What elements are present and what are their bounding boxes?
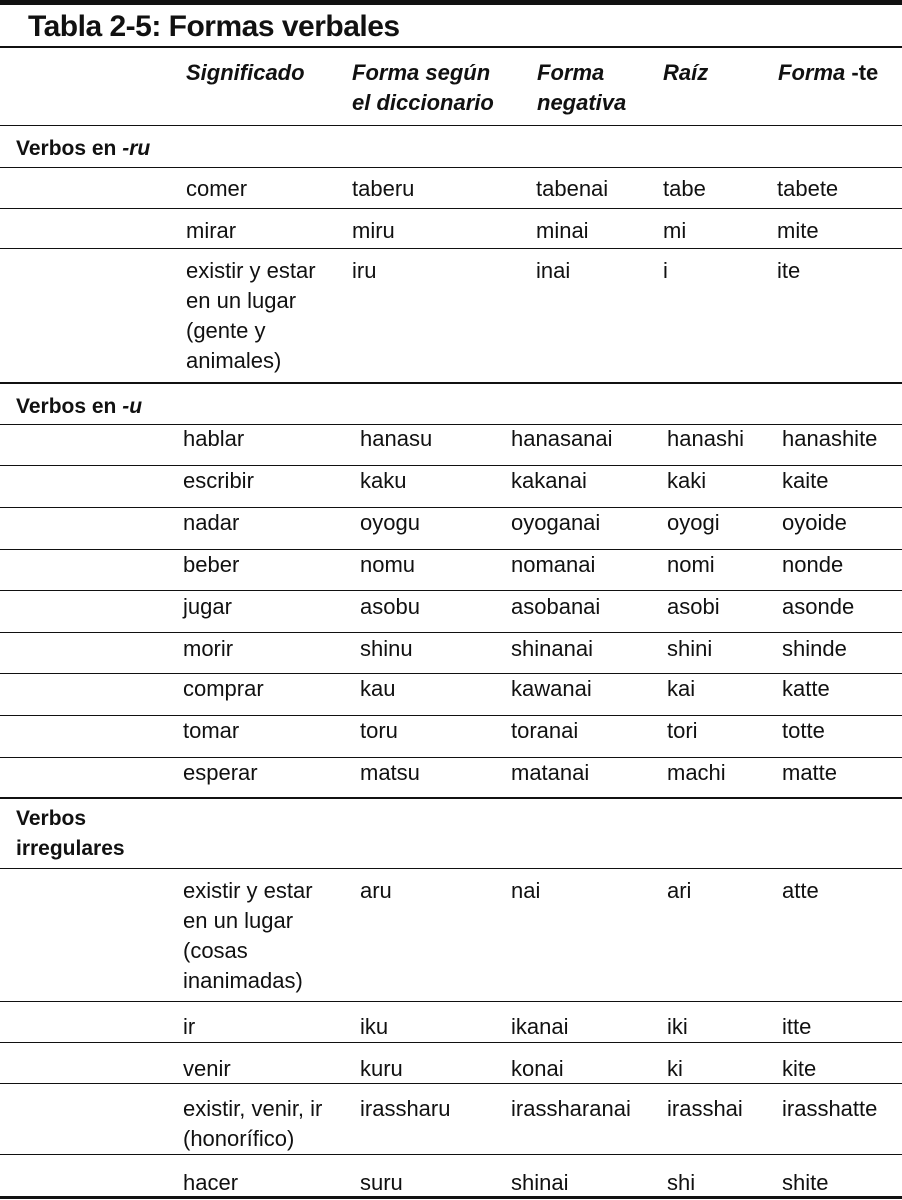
cell-dic: kau [360, 676, 396, 701]
row-rule [0, 590, 902, 591]
cell-dic: kuru [360, 1056, 403, 1081]
cell-dic: nomu [360, 552, 416, 577]
cell-te: oyoide [782, 510, 847, 535]
row-rule [0, 757, 902, 758]
cell-dic: iku [360, 1014, 389, 1039]
cell-significado [183, 674, 264, 704]
section-verbos-u [16, 392, 142, 422]
cell-significado-line: mirar [186, 218, 237, 243]
cell-neg: matanai [511, 760, 590, 785]
cell-raiz: mi [663, 218, 687, 243]
cell-significado-line: comer [186, 176, 248, 201]
cell-significado [183, 758, 258, 788]
row-rule [0, 1154, 902, 1155]
cell-significado-line: tomar [183, 718, 240, 743]
cell-te: kaite [782, 468, 829, 493]
cell-neg: toranai [511, 718, 579, 743]
cell-significado-line: comprar [183, 676, 264, 701]
cell-neg: irassharanai [511, 1096, 631, 1121]
header-negativa-line2: negativa [537, 90, 627, 115]
cell-te: hanashite [782, 426, 878, 451]
cell-neg: ikanai [511, 1014, 569, 1039]
cell-significado-line: ir [183, 1014, 196, 1039]
cell-dic: iru [352, 258, 377, 283]
header-significado: Significado [186, 60, 305, 85]
cell-dic: shinu [360, 636, 413, 661]
cell-significado-line: (cosas [183, 938, 248, 963]
cell-raiz: i [663, 258, 668, 283]
section-u-prefix: Verbos en [16, 395, 123, 418]
cell-significado [183, 508, 239, 538]
row-rule [0, 868, 902, 869]
bottom-border [0, 1196, 902, 1199]
cell-dic: asobu [360, 594, 420, 619]
cell-significado [183, 634, 233, 664]
cell-neg: shinai [511, 1170, 569, 1195]
cell-raiz: kai [667, 676, 696, 701]
header-diccionario-line1: Forma según [352, 60, 491, 85]
cell-te: kite [782, 1056, 817, 1081]
row-rule [0, 424, 902, 425]
row-rule [0, 1083, 902, 1084]
row-rule [0, 1001, 902, 1002]
cell-significado-line: jugar [183, 594, 232, 619]
cell-te: totte [782, 718, 825, 743]
cell-raiz: ki [667, 1056, 683, 1081]
cell-neg: shinanai [511, 636, 593, 661]
header-negativa-line1: Forma [537, 60, 605, 85]
cell-significado-line: morir [183, 636, 234, 661]
cell-te: katte [782, 676, 830, 701]
row-rule [0, 797, 902, 799]
section-u-suffix: -u [122, 395, 143, 418]
cell-te: shite [782, 1170, 829, 1195]
cell-significado [186, 174, 247, 204]
row-rule [0, 208, 902, 209]
cell-significado [186, 216, 236, 246]
cell-raiz: irasshai [667, 1096, 743, 1121]
cell-significado-line: escribir [183, 468, 254, 493]
cell-te: nonde [782, 552, 844, 577]
cell-significado-line: hablar [183, 426, 245, 451]
row-rule [0, 632, 902, 633]
cell-dic: toru [360, 718, 398, 743]
row-rule [0, 1042, 902, 1043]
cell-te: irasshatte [782, 1096, 878, 1121]
row-rule [0, 465, 902, 466]
cell-dic: suru [360, 1170, 403, 1195]
header-diccionario-line2: el diccionario [352, 90, 494, 115]
cell-significado-line: esperar [183, 760, 258, 785]
cell-raiz: oyogi [667, 510, 720, 535]
cell-neg: asobanai [511, 594, 601, 619]
cell-raiz: ari [667, 878, 692, 903]
row-rule [0, 382, 902, 384]
row-rule [0, 167, 902, 168]
cell-raiz: iki [667, 1014, 688, 1039]
cell-significado [183, 1168, 238, 1198]
cell-neg: nomanai [511, 552, 596, 577]
section-verbos-irregulares [16, 804, 125, 864]
cell-raiz: tabe [663, 176, 706, 201]
cell-te: tabete [777, 176, 839, 201]
cell-significado-line: (honorífico) [183, 1126, 295, 1151]
cell-significado [183, 592, 232, 622]
header-te-suffix: -te [845, 60, 879, 85]
header-rule [0, 125, 902, 126]
cell-raiz: nomi [667, 552, 715, 577]
cell-raiz: tori [667, 718, 698, 743]
cell-significado-line: existir y estar [183, 878, 313, 903]
section-ru-prefix: Verbos en [16, 137, 123, 160]
top-border [0, 0, 902, 5]
row-rule [0, 673, 902, 674]
cell-te: atte [782, 878, 819, 903]
cell-dic: taberu [352, 176, 415, 201]
cell-te: matte [782, 760, 838, 785]
title-rule [0, 46, 902, 48]
cell-dic: hanasu [360, 426, 433, 451]
cell-significado [183, 1012, 195, 1042]
cell-dic: matsu [360, 760, 420, 785]
cell-neg: kawanai [511, 676, 592, 701]
cell-significado-line: inanimadas) [183, 968, 303, 993]
row-rule [0, 248, 902, 249]
row-rule [0, 549, 902, 550]
header-te [778, 58, 878, 88]
cell-significado-line: existir, venir, ir [183, 1096, 323, 1121]
cell-raiz: shi [667, 1170, 696, 1195]
header-diccionario [352, 58, 494, 118]
section-ru-suffix: -ru [122, 137, 151, 160]
cell-neg: oyoganai [511, 510, 601, 535]
cell-neg: minai [536, 218, 589, 243]
cell-te: mite [777, 218, 819, 243]
cell-significado-line: en un lugar [186, 288, 297, 313]
cell-significado [183, 550, 239, 580]
cell-significado-line: beber [183, 552, 240, 577]
cell-significado [183, 424, 244, 454]
cell-significado-line: animales) [186, 348, 282, 373]
cell-neg: hanasanai [511, 426, 613, 451]
cell-te: itte [782, 1014, 812, 1039]
row-rule [0, 715, 902, 716]
cell-significado [183, 1094, 322, 1154]
cell-significado-line: nadar [183, 510, 240, 535]
cell-raiz: asobi [667, 594, 720, 619]
cell-dic: miru [352, 218, 395, 243]
cell-neg: inai [536, 258, 571, 283]
cell-neg: kakanai [511, 468, 587, 493]
cell-significado-line: venir [183, 1056, 231, 1081]
cell-significado [183, 466, 254, 496]
cell-neg: konai [511, 1056, 564, 1081]
header-te-word: Forma [778, 60, 846, 85]
cell-neg: nai [511, 878, 541, 903]
cell-significado [186, 256, 316, 376]
cell-dic: kaku [360, 468, 407, 493]
cell-significado [183, 716, 239, 746]
header-raiz: Raíz [663, 60, 709, 85]
cell-significado-line: hacer [183, 1170, 239, 1195]
cell-significado [183, 1054, 231, 1084]
cell-neg: tabenai [536, 176, 609, 201]
cell-dic: irassharu [360, 1096, 451, 1121]
cell-dic: aru [360, 878, 392, 903]
cell-raiz: kaki [667, 468, 707, 493]
cell-significado-line: en un lugar [183, 908, 294, 933]
cell-te: shinde [782, 636, 847, 661]
table-title: Tabla 2-5: Formas verbales [28, 10, 400, 43]
header-negativa [537, 58, 626, 118]
cell-raiz: machi [667, 760, 726, 785]
section-verbos-ru [16, 134, 150, 164]
cell-dic: oyogu [360, 510, 420, 535]
section-irr-line2: irregulares [16, 837, 125, 860]
cell-significado [183, 876, 313, 996]
cell-raiz: hanashi [667, 426, 745, 451]
cell-te: ite [777, 258, 801, 283]
section-irr-line1: Verbos [16, 807, 87, 830]
row-rule [0, 507, 902, 508]
cell-raiz: shini [667, 636, 713, 661]
cell-significado-line: existir y estar [186, 258, 316, 283]
cell-te: asonde [782, 594, 855, 619]
cell-significado-line: (gente y [186, 318, 266, 343]
